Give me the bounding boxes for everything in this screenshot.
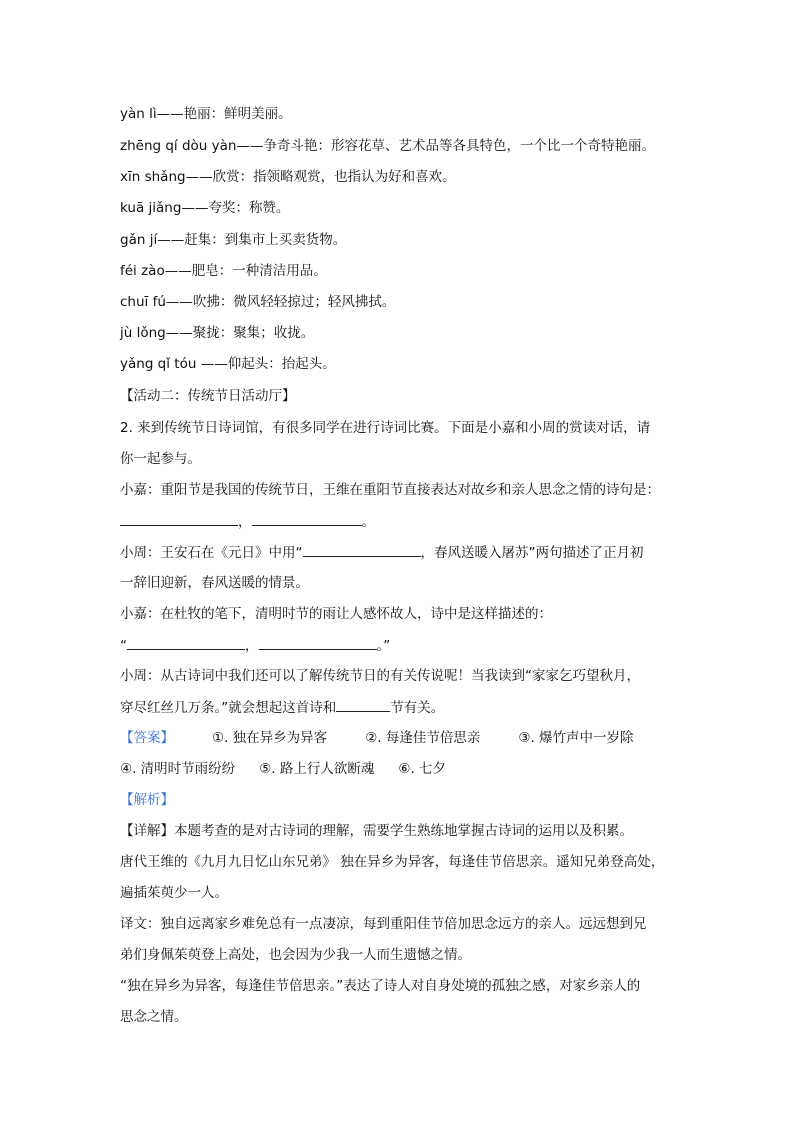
- vocab-meaning: 鲜明美丽。: [224, 106, 292, 122]
- vocab-line: féi zào——肥皂：一种清洁用品。: [120, 263, 327, 279]
- text-segment: 节有关。: [390, 700, 445, 716]
- answer-item: ②. 每逢佳节倍思亲: [365, 730, 481, 746]
- poem-line-cont: 遍插茱萸少一人。: [120, 885, 228, 901]
- vocab-line: jù lǒng——聚拢：聚集；收拢。: [120, 325, 315, 341]
- blank-input[interactable]: [127, 635, 245, 650]
- note-line-cont: 思念之情。: [120, 1009, 188, 1025]
- analysis-label: 【解析】: [120, 792, 174, 808]
- detail-label: 【详解】: [120, 823, 174, 839]
- answer-item: ⑥. 七夕: [398, 761, 447, 777]
- answer-item: ③. 爆竹声中一岁除: [518, 730, 634, 746]
- vocab-meaning: 微风轻轻掠过；轻风拂拭。: [233, 294, 396, 310]
- vocab-line: zhēng qí dòu yàn——争奇斗艳：形容花草、艺术品等各具特色，一个比一个奇特艳丽。: [120, 138, 655, 154]
- vocab-meaning: 一种清洁用品。: [232, 263, 327, 279]
- vocab-meaning: 称赞。: [248, 200, 290, 216]
- pinyin: chuī fú: [120, 294, 166, 310]
- detail-text: 本题考查的是对古诗词的理解，需要学生熟练地掌握古诗词的运用以及积累。: [174, 823, 633, 839]
- pinyin: xīn shǎng: [120, 169, 186, 185]
- answer-row-1: [120, 728, 634, 748]
- dialogue-xiaojia-2: 小嘉：在杜牧的笔下，清明时节的雨让人感怀故人，诗中是这样描述的：: [120, 606, 552, 622]
- pinyin: yǎng qǐ tóu: [120, 356, 197, 372]
- blank-input[interactable]: [252, 511, 362, 526]
- pinyin: féi zào: [120, 263, 165, 279]
- dialogue-xiaozhou-1: [120, 542, 644, 563]
- vocab-word: 吹拂: [192, 294, 220, 310]
- pinyin: gǎn jí: [120, 232, 158, 248]
- vocab-word: 欣赏: [212, 169, 240, 185]
- answer-blanks-3: [120, 635, 390, 656]
- separator: ，: [245, 638, 259, 654]
- section-heading: 【活动二：传统节日活动厅】: [120, 388, 296, 404]
- vocab-word: 肥皂: [191, 263, 219, 279]
- answer-label: 【答案】: [120, 730, 174, 746]
- answer-blanks-1: [120, 511, 375, 532]
- translation-line-cont: 弟们身佩茱萸登上高处，也会因为少我一人而生遗憾之情。: [120, 947, 471, 963]
- vocab-word: 争奇斗艳: [263, 138, 318, 154]
- blank-input[interactable]: [120, 511, 238, 526]
- pinyin: zhēng qí dòu yàn: [120, 138, 237, 154]
- answer-item: ④. 清明时节雨纷纷: [120, 761, 236, 777]
- dialogue-xiaozhou-2-cont: [120, 697, 444, 718]
- answer-row-2: [120, 759, 446, 779]
- vocab-line: kuā jiǎng——夸奖：称赞。: [120, 200, 290, 216]
- vocab-word: 赶集: [184, 232, 212, 248]
- text-segment: 小周：王安石在《元日》中用“: [120, 545, 303, 561]
- vocab-word: 聚拢: [192, 325, 220, 341]
- vocab-word: 艳丽: [183, 106, 211, 122]
- pinyin: jù lǒng: [120, 325, 166, 341]
- vocab-meaning: 聚集；收拢。: [233, 325, 315, 341]
- answer-item: ⑤. 路上行人欲断魂: [259, 761, 375, 777]
- dialogue-xiaozhou-1-cont: 一辞旧迎新，春风送暖的情景。: [120, 575, 309, 591]
- vocab-line: xīn shǎng——欣赏：指领略观赏，也指认为好和喜欢。: [120, 169, 456, 185]
- analysis-detail: [120, 821, 633, 841]
- text-segment: ，春风送暖入屠苏”两句描述了正月初: [420, 545, 644, 561]
- vocab-line: yǎng qǐ tóu ——仰起头：抬起头。: [120, 356, 336, 372]
- text-segment: 穿尽红丝几万条。”就会想起这首诗和: [120, 700, 337, 716]
- blank-input[interactable]: [303, 542, 421, 557]
- question-intro: 2. 来到传统节日诗词馆，有很多同学在进行诗词比赛。下面是小嘉和小周的赏读对话，请: [120, 420, 651, 436]
- separator: ，: [238, 514, 252, 530]
- vocab-meaning: 指领略观赏，也指认为好和喜欢。: [253, 169, 456, 185]
- blank-input[interactable]: [259, 635, 377, 650]
- translation-line: 译文：独自远离家乡难免总有一点凄凉，每到重阳佳节倍加思念远方的亲人。远远想到兄: [120, 916, 647, 932]
- note-line: “独在异乡为异客，每逢佳节倍思亲。”表达了诗人对自身处境的孤独之感，对家乡亲人的: [120, 978, 641, 994]
- vocab-meaning: 抬起头。: [281, 356, 336, 372]
- pinyin: kuā jiǎng: [120, 200, 182, 216]
- vocab-meaning: 形容花草、艺术品等各具特色，一个比一个奇特艳丽。: [330, 138, 655, 154]
- vocab-word: 夸奖: [208, 200, 236, 216]
- vocab-line: chuī fú——吹拂：微风轻轻掠过；轻风拂拭。: [120, 294, 396, 310]
- quote-close: 。”: [376, 638, 391, 654]
- pinyin: yàn lì: [120, 106, 157, 122]
- quote-open: “: [120, 638, 127, 654]
- vocab-meaning: 到集市上买卖货物。: [224, 232, 347, 248]
- vocab-line: gǎn jí——赶集：到集市上买卖货物。: [120, 232, 347, 248]
- vocab-line: yàn lì——艳丽：鲜明美丽。: [120, 106, 292, 122]
- vocab-word: 仰起头: [227, 356, 269, 372]
- poem-line: 唐代王维的《九月九日忆山东兄弟》 独在异乡为异客，每逢佳节倍思亲。遥知兄弟登高处，: [120, 854, 665, 870]
- dialogue-xiaozhou-2: 小周：从古诗词中我们还可以了解传统节日的有关传说呢！当我读到“家家乞巧望秋月，: [120, 668, 640, 684]
- period: 。: [361, 514, 375, 530]
- dialogue-xiaojia-1: 小嘉：重阳节是我国的传统节日，王维在重阳节直接表达对故乡和亲人思念之情的诗句是：: [120, 482, 660, 498]
- answer-item: ①. 独在异乡为异客: [212, 730, 328, 746]
- question-intro-cont: 你一起参与。: [120, 451, 201, 467]
- blank-input[interactable]: [336, 697, 390, 712]
